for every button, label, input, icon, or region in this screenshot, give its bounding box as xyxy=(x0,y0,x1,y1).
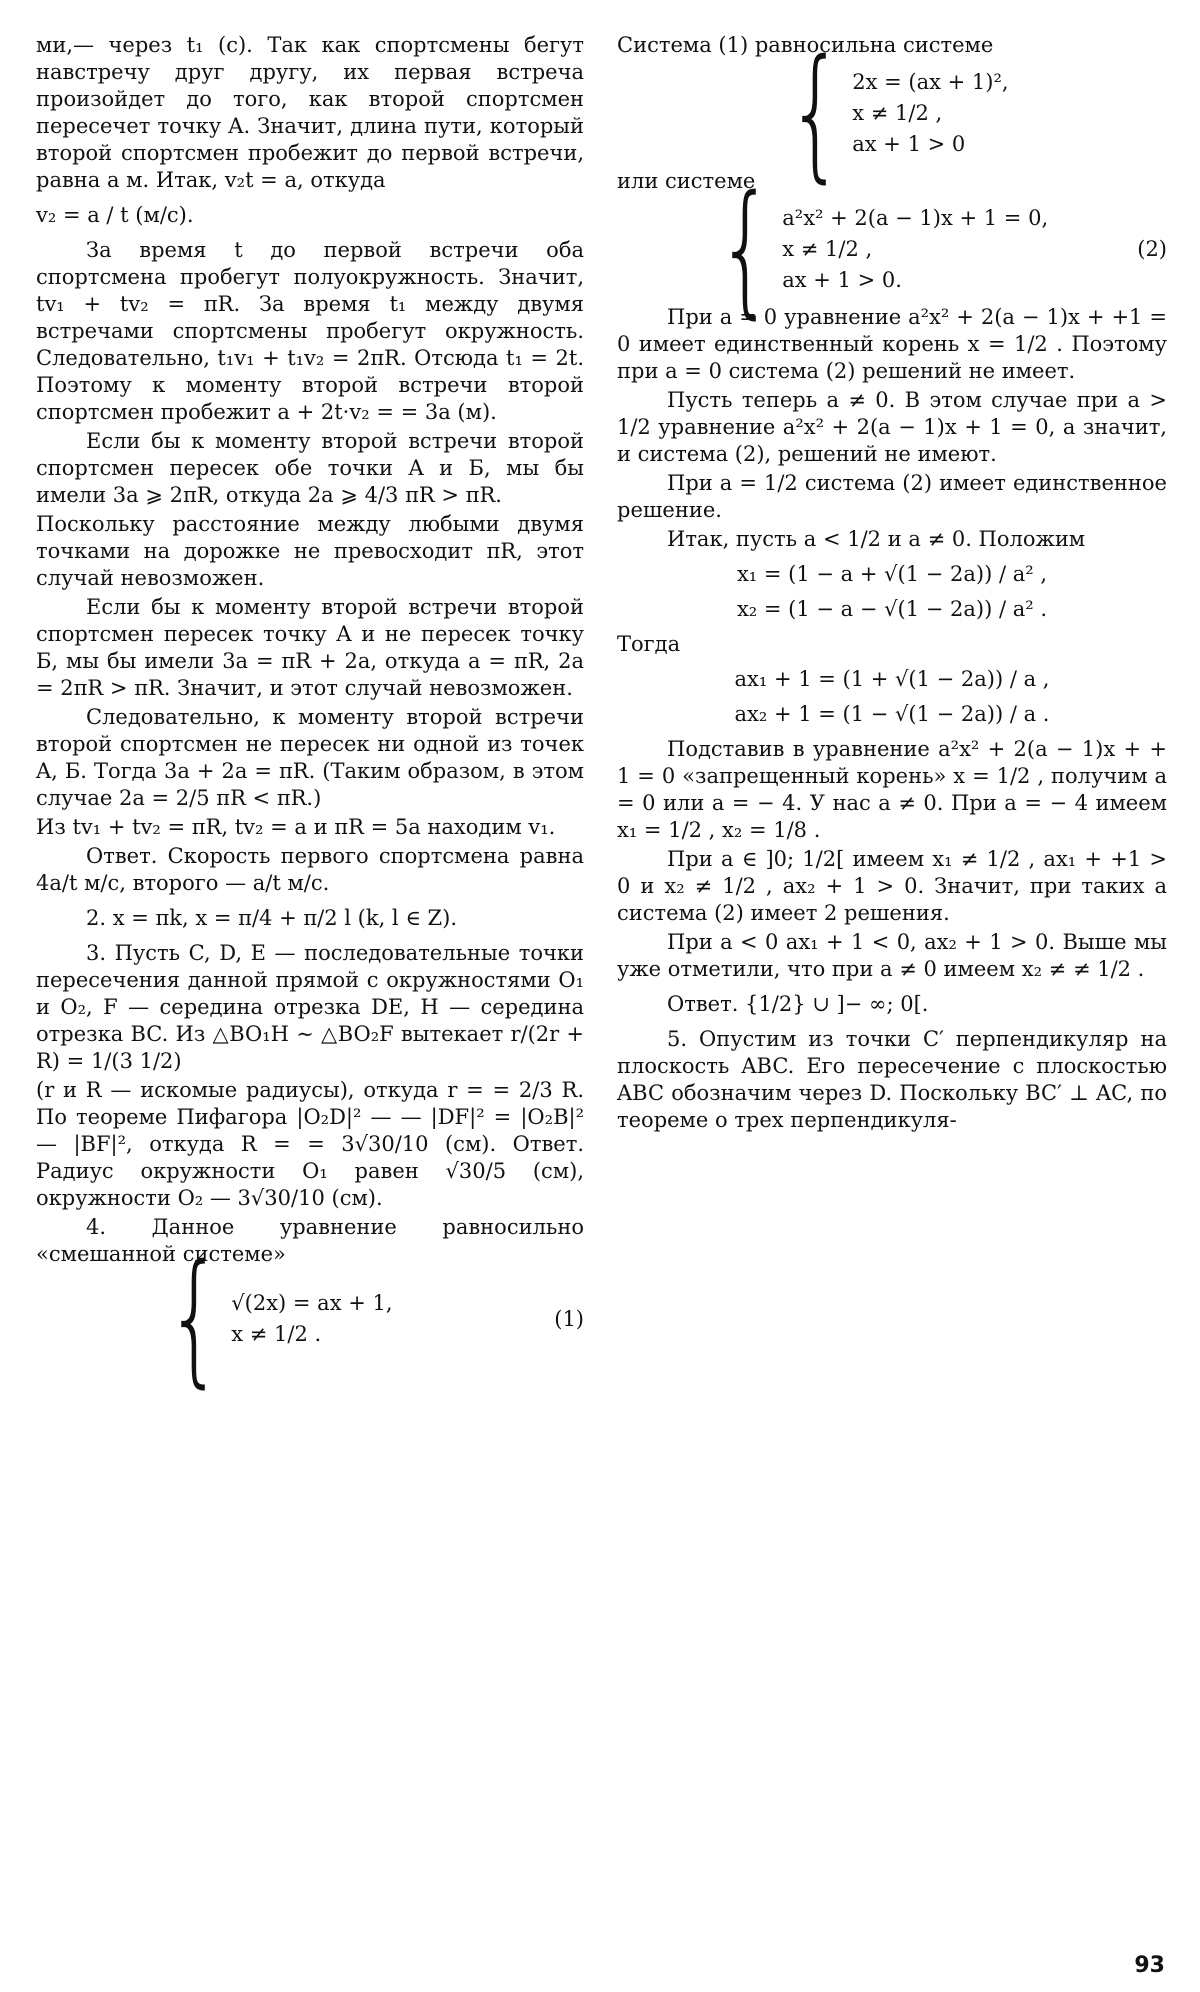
paragraph: (r и R — искомые радиусы), откуда r = = 2/3 R. По теореме Пифагора |O₂D|² — — |DF|² = |O₂B|² — |BF|², откуда R = = 3√30/10 (см). Ответ. Радиус окружности O₁ равен √30/5 (см), окружности O₂ — 3√30/10 (см). xyxy=(36,1078,584,1210)
problem-3: 3. Пусть C, D, E — последовательные точки пересечения данной прямой с окружностями O₁ и O₂, F — середина отрезка DE, H — середина отрезка BC. Из △BO₁H ∼ △BO₂F вытекает r/(2r + R) = 1/(3 1/2) xyxy=(36,941,584,1073)
paragraph: При a = 0 уравнение a²x² + 2(a − 1)x + +1 = 0 имеет единственный корень x = 1/2 . Поэтому при a = 0 система (2) решений не имеет. xyxy=(617,305,1167,383)
formula: x₂ = (1 − a − √(1 − 2a)) / a² . xyxy=(736,597,1048,621)
brace: { xyxy=(166,1234,224,1403)
page-number: 93 xyxy=(1134,1953,1165,1978)
system-line: √(2x) = ax + 1, xyxy=(231,1291,393,1315)
paragraph: Если бы к моменту второй встречи второй спортсмен пересек точку A и не пересек точку Б, мы бы имели 3a = πR + 2a, откуда a = πR, 2a = 2πR > πR. Значит, и этот случай невозможен. xyxy=(36,595,584,700)
paragraph: Если бы к моменту второй встречи второй спортсмен пересек обе точки A и Б, мы бы имели 3a ⩾ 2πR, откуда 2a ⩾ 4/3 πR > πR. xyxy=(36,429,584,507)
system-2 xyxy=(717,164,1167,333)
system-line: x ≠ 1/2 , xyxy=(852,101,943,125)
problem-2: 2. x = πk, x = π/4 + π/2 l (k, l ∈ Z). xyxy=(86,906,457,930)
paragraph: Система (1) равносильна системе xyxy=(617,33,994,57)
right-column xyxy=(617,28,1167,1136)
system-line: x ≠ 1/2 . xyxy=(231,1322,322,1346)
paragraph: Подставив в уравнение a²x² + 2(a − 1)x + + 1 = 0 «запрещенный корень» x = 1/2 , получим a = 0 или a = − 4. У нас a ≠ 0. При a = − 4 имеем x₁ = 1/2 , x₂ = 1/8 . xyxy=(617,737,1167,842)
equation-number: (1) xyxy=(554,1306,584,1331)
formula: x₁ = (1 − a + √(1 − 2a)) / a² , xyxy=(736,562,1048,586)
system-line: ax + 1 > 0. xyxy=(782,268,902,292)
equation-number: (2) xyxy=(1137,237,1167,261)
paragraph: За время t до первой встречи оба спортсмена пробегут полуокружность. Значит, tv₁ + tv₂ = πR. За время t₁ между двумя встречами спортсмены пробегут окружность. Следовательно, t₁v₁ + t₁v₂ = 2πR. Отсюда t₁ = 2t. Поэтому к моменту второй встречи второй спортсмен пробежит a + 2t·v₂ = = 3a (м). xyxy=(36,238,584,424)
system-line: a²x² + 2(a − 1)x + 1 = 0, xyxy=(782,206,1049,230)
paragraph: Итак, пусть a < 1/2 и a ≠ 0. Положим xyxy=(667,527,1086,551)
system-line: ax + 1 > 0 xyxy=(852,132,966,156)
system-line: x ≠ 1/2 , xyxy=(782,237,873,261)
formula: ax₁ + 1 = (1 + √(1 − 2a)) / a , xyxy=(734,667,1050,691)
paragraph: При a = 1/2 система (2) имеет единственное решение. xyxy=(617,471,1167,522)
system-1 xyxy=(166,1234,584,1403)
formula: ax₂ + 1 = (1 − √(1 − 2a)) / a . xyxy=(734,702,1050,726)
answer: Ответ. {1/2} ∪ ]− ∞; 0[. xyxy=(667,992,929,1016)
answer: Ответ. Скорость первого спортсмена равна 4a/t м/с, второго — a/t м/с. xyxy=(36,844,584,895)
problem-5: 5. Опустим из точки C′ перпендикуляр на плоскость ABC. Его пересечение с плоскостью ABC обозначим через D. Поскольку BC′ ⊥ AC, по теореме о трех перпендикуля- xyxy=(617,1027,1167,1132)
equation: v₂ = a / t (м/с). xyxy=(36,203,194,227)
paragraph: При a < 0 ax₁ + 1 < 0, ax₂ + 1 > 0. Выше мы уже отметили, что при a ≠ 0 имеем x₂ ≠ ≠ 1/2 . xyxy=(617,930,1167,981)
paragraph: Тогда xyxy=(617,632,681,656)
paragraph: Следовательно, к моменту второй встречи второй спортсмен не пересек ни одной из точек A, Б. Тогда 3a + 2a = πR. (Таким образом, в этом случае 2a = 2/5 πR < πR.) xyxy=(36,705,584,810)
brace: { xyxy=(717,164,775,333)
paragraph: или системе xyxy=(617,169,756,193)
paragraph: ми,— через t₁ (с). Так как спортсмены бегут навстречу друг другу, их первая встреча произойдет до того, как второй спортсмен пересечет точку A. Значит, длина пути, который второй спортсмен пробежит до первой встречи, равна a м. Итак, v₂t = a, откуда xyxy=(36,33,584,192)
brace: { xyxy=(787,28,845,197)
paragraph: Поскольку расстояние между любыми двумя точками на дорожке не превосходит πR, этот случай невозможен. xyxy=(36,512,584,590)
problem-4: 4. Данное уравнение равносильно «смешанной системе» xyxy=(36,1215,584,1266)
paragraph: Из tv₁ + tv₂ = πR, tv₂ = a и πR = 5a находим v₁. xyxy=(36,815,556,839)
left-column xyxy=(36,32,584,1403)
system-line: 2x = (ax + 1)², xyxy=(852,70,1009,94)
paragraph: При a ∈ ]0; 1/2[ имеем x₁ ≠ 1/2 , ax₁ + +1 > 0 и x₂ ≠ 1/2 , ax₂ + 1 > 0. Значит, при таких a система (2) имеет 2 решения. xyxy=(617,847,1167,925)
paragraph: Пусть теперь a ≠ 0. В этом случае при a > 1/2 уравнение a²x² + 2(a − 1)x + 1 = 0, а значит, и система (2), решений не имеют. xyxy=(617,388,1167,466)
